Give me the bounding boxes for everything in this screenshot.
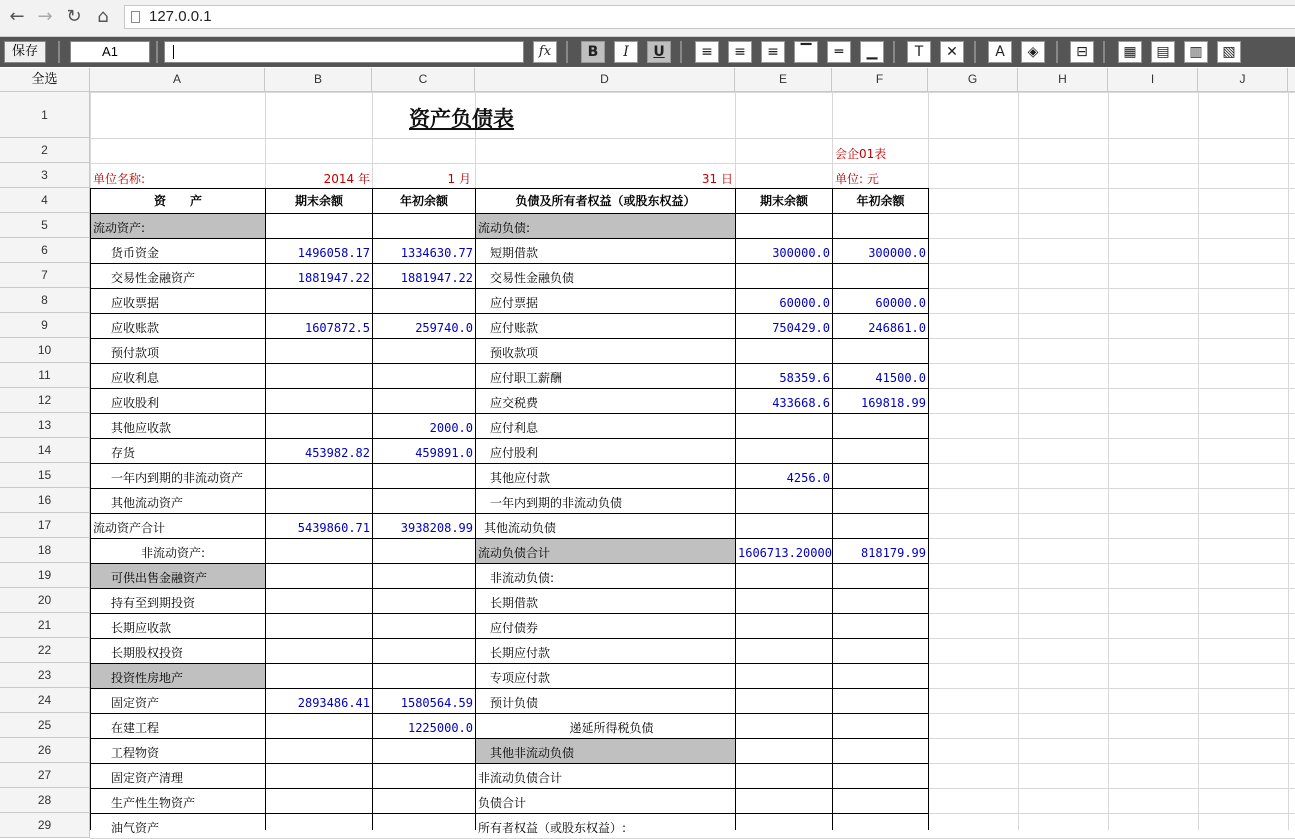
asset-begin-balance-cell[interactable] (373, 539, 475, 563)
liability-begin-balance-cell[interactable] (833, 764, 928, 788)
row-header-2[interactable]: 2 (0, 138, 90, 163)
table-border (735, 188, 736, 830)
align-left-button[interactable] (695, 41, 719, 63)
asset-begin-balance-cell[interactable] (373, 364, 475, 388)
liability-begin-balance-cell[interactable] (833, 614, 928, 638)
asset-item-cell[interactable]: 油气资产 (111, 821, 160, 835)
table-border (90, 263, 929, 264)
liability-end-balance-cell[interactable] (736, 739, 832, 763)
liability-item-cell[interactable]: 预计负债 (490, 696, 539, 710)
liability-end-balance-cell[interactable] (736, 439, 832, 463)
row-header-12[interactable]: 12 (0, 388, 90, 413)
liability-begin-balance-cell[interactable] (833, 789, 928, 813)
asset-item-cell[interactable]: 生产性生物资产 (111, 796, 196, 810)
liability-end-balance-cell[interactable] (736, 489, 832, 513)
asset-end-balance-cell[interactable] (266, 339, 372, 363)
row-header-18[interactable]: 18 (0, 538, 90, 563)
liability-item-cell[interactable]: 交易性金融负债 (490, 271, 575, 285)
toolbar-separator (1056, 41, 1058, 63)
row-header-4[interactable]: 4 (0, 188, 90, 213)
asset-begin-balance-cell[interactable] (373, 589, 475, 613)
merge-cells-button[interactable] (1070, 41, 1094, 63)
asset-begin-balance-cell[interactable]: 1881947.22 (400, 271, 473, 285)
align-right-button[interactable] (761, 41, 785, 63)
liability-begin-balance-cell[interactable] (833, 714, 928, 738)
align-center-icon: ≡ (734, 44, 746, 60)
liability-item-cell[interactable]: 其他非流动负债 (476, 739, 735, 763)
bold-button[interactable]: B (581, 41, 605, 63)
column-header-h[interactable]: H (1018, 68, 1108, 91)
valign-middle-button[interactable] (827, 41, 851, 63)
asset-begin-balance-cell[interactable]: 1580564.59 (400, 696, 473, 710)
header-assets[interactable]: 资 产 (153, 194, 202, 208)
asset-item-cell[interactable]: 长期股权投资 (111, 646, 184, 660)
row-header-27[interactable]: 27 (0, 763, 90, 788)
table-border (90, 388, 929, 389)
table-border (90, 188, 91, 830)
asset-end-balance-cell[interactable] (266, 714, 372, 738)
table-border (90, 213, 929, 214)
border-bottom-icon: ▧ (1222, 44, 1236, 60)
clear-icon: ✕ (946, 44, 958, 60)
asset-begin-balance-cell[interactable] (373, 289, 475, 313)
row-header-1[interactable]: 1 (0, 92, 90, 138)
asset-begin-balance-cell[interactable] (373, 739, 475, 763)
liability-begin-balance-cell[interactable] (833, 264, 928, 288)
table-border (90, 613, 929, 614)
asset-end-balance-cell[interactable] (266, 389, 372, 413)
row-header-17[interactable]: 17 (0, 513, 90, 538)
column-header-i[interactable]: I (1108, 68, 1198, 91)
grid-line (1108, 92, 1109, 830)
column-header-d[interactable]: D (475, 68, 735, 91)
asset-item-cell[interactable]: 货币资金 (111, 246, 160, 260)
liability-begin-balance-cell[interactable]: 169818.99 (860, 396, 926, 410)
asset-end-balance-cell[interactable]: 2893486.41 (297, 696, 370, 710)
asset-begin-balance-cell[interactable] (373, 464, 475, 488)
cell-reference-box[interactable]: A1 (70, 41, 150, 63)
liability-begin-balance-cell[interactable] (833, 814, 928, 838)
asset-begin-balance-cell[interactable] (373, 489, 475, 513)
asset-end-balance-cell[interactable] (266, 539, 372, 563)
liability-item-cell[interactable]: 非流动负债: (490, 571, 555, 585)
toolbar-separator (680, 41, 682, 63)
italic-button[interactable]: I (614, 41, 638, 63)
liability-item-cell[interactable]: 应交税费 (490, 396, 539, 410)
asset-item-cell[interactable]: 持有至到期投资 (111, 596, 196, 610)
liability-item-cell[interactable]: 应付票据 (490, 296, 539, 310)
row-header-23[interactable]: 23 (0, 663, 90, 688)
asset-begin-balance-cell[interactable] (373, 389, 475, 413)
row-header-11[interactable]: 11 (0, 363, 90, 388)
asset-begin-balance-cell[interactable] (373, 664, 475, 688)
table-border (90, 813, 929, 814)
row-header-13[interactable]: 13 (0, 413, 90, 438)
liability-end-balance-cell[interactable] (736, 664, 832, 688)
asset-item-cell[interactable]: 投资性房地产 (91, 664, 265, 688)
year-cell[interactable]: 2014 年 (323, 172, 370, 186)
asset-item-cell[interactable]: 其他应收款 (111, 421, 172, 435)
border-bottom-button[interactable] (1217, 41, 1241, 63)
column-header-j[interactable]: J (1198, 68, 1288, 91)
row-header-29[interactable]: 29 (0, 813, 90, 838)
liability-end-balance-cell[interactable] (736, 339, 832, 363)
header-begin-balance[interactable]: 年初余额 (399, 194, 448, 208)
row-header-19[interactable]: 19 (0, 563, 90, 588)
liability-begin-balance-cell[interactable] (833, 489, 928, 513)
liability-end-balance-cell[interactable] (736, 689, 832, 713)
font-color-icon: A (995, 44, 1005, 60)
liability-item-cell[interactable]: 所有者权益（或股东权益）: (478, 821, 627, 835)
liability-item-cell[interactable]: 流动负债合计 (476, 539, 735, 563)
toolbar-separator (566, 41, 568, 63)
clear-button[interactable] (940, 41, 964, 63)
border-all-icon: ▦ (1123, 44, 1137, 60)
header-liabilities[interactable]: 负债及所有者权益（或股东权益） (515, 194, 696, 208)
browser-bar (0, 0, 1295, 37)
asset-item-cell[interactable]: 存货 (111, 446, 136, 460)
valign-bottom-button[interactable] (860, 41, 884, 63)
liability-item-cell[interactable]: 应付债券 (490, 621, 539, 635)
border-top-button[interactable] (1151, 41, 1175, 63)
merge-cells-icon: ⊟ (1076, 44, 1088, 60)
liability-item-cell[interactable]: 负债合计 (478, 796, 527, 810)
column-header-row (0, 68, 1295, 92)
table-border (90, 438, 929, 439)
asset-end-balance-cell[interactable] (266, 289, 372, 313)
asset-begin-balance-cell[interactable] (373, 339, 475, 363)
liability-begin-balance-cell[interactable] (833, 664, 928, 688)
liability-end-balance-cell[interactable]: 4256.0 (786, 471, 830, 485)
asset-item-cell[interactable]: 工程物资 (111, 746, 160, 760)
liability-begin-balance-cell[interactable] (833, 739, 928, 763)
column-header-f[interactable]: F (832, 68, 928, 91)
column-header-c[interactable]: C (372, 68, 475, 91)
asset-begin-balance-cell[interactable]: 459891.0 (415, 446, 473, 460)
header-end-balance-2[interactable]: 期末余额 (759, 194, 808, 208)
liability-item-cell[interactable]: 其他流动负债 (484, 521, 557, 535)
asset-end-balance-cell[interactable] (266, 664, 372, 688)
asset-end-balance-cell[interactable] (266, 739, 372, 763)
row-header-22[interactable]: 22 (0, 638, 90, 663)
asset-item-cell[interactable]: 固定资产清理 (111, 771, 184, 785)
table-border (90, 688, 929, 689)
save-button[interactable]: 保存 (4, 41, 46, 63)
liability-item-cell[interactable]: 应付利息 (490, 421, 539, 435)
liability-begin-balance-cell[interactable]: 60000.0 (875, 296, 926, 310)
grid-line (90, 138, 1295, 139)
liability-end-balance-cell[interactable]: 1606713.20000 (738, 546, 832, 560)
toolbar-separator (893, 41, 895, 63)
liability-begin-balance-cell[interactable] (833, 339, 928, 363)
row-header-25[interactable]: 25 (0, 713, 90, 738)
text-caret (173, 45, 174, 59)
asset-item-cell[interactable]: 应收利息 (111, 371, 160, 385)
table-border (90, 588, 929, 589)
border-top-icon: ▤ (1156, 44, 1170, 60)
asset-begin-balance-cell[interactable]: 1334630.77 (400, 246, 473, 260)
asset-item-cell[interactable]: 在建工程 (111, 721, 160, 735)
table-border (90, 363, 929, 364)
liability-item-cell[interactable]: 应付账款 (490, 321, 539, 335)
table-border (90, 413, 929, 414)
liability-begin-balance-cell[interactable]: 41500.0 (875, 371, 926, 385)
valign-top-icon: ▔ (800, 44, 812, 60)
border-inner-icon: ▥ (1189, 44, 1203, 60)
liability-end-balance-cell[interactable] (736, 714, 832, 738)
liability-item-cell[interactable]: 应付股利 (490, 446, 539, 460)
row-header-8[interactable]: 8 (0, 288, 90, 313)
forward-arrow-icon[interactable]: → (37, 6, 53, 27)
valign-middle-icon: ═ (834, 44, 844, 60)
month-cell[interactable]: 1 月 (447, 172, 471, 186)
liability-item-cell[interactable]: 专项应付款 (490, 671, 551, 685)
table-border (90, 463, 929, 464)
underline-button[interactable]: U (647, 41, 671, 63)
liability-item-cell[interactable]: 短期借款 (490, 246, 539, 260)
url-text: 127.0.0.1 (149, 8, 212, 25)
row-header-7[interactable]: 7 (0, 263, 90, 288)
asset-item-cell[interactable]: 可供出售金融资产 (91, 564, 265, 588)
row-header-28[interactable]: 28 (0, 788, 90, 813)
formula-input[interactable] (164, 41, 524, 63)
liability-item-cell[interactable]: 长期借款 (490, 596, 539, 610)
address-bar[interactable] (124, 5, 1295, 29)
liability-end-balance-cell[interactable] (736, 614, 832, 638)
liability-end-balance-cell[interactable]: 433668.6 (772, 396, 830, 410)
day-cell[interactable]: 31 日 (701, 172, 733, 186)
font-color-button[interactable] (988, 41, 1012, 63)
function-button[interactable]: fx (533, 41, 557, 63)
table-border (90, 738, 929, 739)
toolbar-separator (58, 41, 60, 63)
asset-item-cell[interactable]: 固定资产 (111, 696, 160, 710)
liability-end-balance-cell[interactable] (736, 514, 832, 538)
grid-line (1198, 92, 1199, 830)
liability-end-balance-cell[interactable]: 750429.0 (772, 321, 830, 335)
header-begin-balance-2[interactable]: 年初余额 (856, 194, 905, 208)
column-header-a[interactable]: A (90, 68, 265, 91)
asset-begin-balance-cell[interactable] (373, 564, 475, 588)
back-arrow-icon[interactable]: ← (9, 6, 25, 27)
asset-begin-balance-cell[interactable] (373, 639, 475, 663)
column-header-b[interactable]: B (265, 68, 372, 91)
asset-end-balance-cell[interactable] (266, 414, 372, 438)
asset-item-cell[interactable]: 预付款项 (111, 346, 160, 360)
liability-begin-balance-cell[interactable]: 300000.0 (868, 246, 926, 260)
border-all-button[interactable] (1118, 41, 1142, 63)
row-header-16[interactable]: 16 (0, 488, 90, 513)
asset-end-balance-cell[interactable]: 1607872.5 (304, 321, 370, 335)
asset-end-balance-cell[interactable] (266, 489, 372, 513)
table-border (90, 488, 929, 489)
liability-item-cell[interactable]: 应付职工薪酬 (490, 371, 563, 385)
column-header-e[interactable]: E (735, 68, 832, 91)
liability-begin-balance-cell[interactable] (833, 589, 928, 613)
liability-begin-balance-cell[interactable] (833, 689, 928, 713)
table-border (90, 188, 929, 189)
grid-line (1288, 92, 1289, 830)
table-border (832, 188, 833, 830)
asset-end-balance-cell[interactable]: 453982.82 (304, 446, 370, 460)
asset-item-cell[interactable]: 应收账款 (111, 321, 160, 335)
table-border (90, 338, 929, 339)
row-header-14[interactable]: 14 (0, 438, 90, 463)
asset-end-balance-cell[interactable] (266, 764, 372, 788)
page-icon (131, 11, 140, 23)
asset-end-balance-cell[interactable]: 5439860.71 (297, 521, 370, 535)
asset-begin-balance-cell[interactable]: 1225000.0 (407, 721, 473, 735)
grid-line (1018, 92, 1019, 830)
spreadsheet-toolbar (0, 37, 1295, 67)
toolbar-separator (1103, 41, 1105, 63)
liability-begin-balance-cell[interactable] (833, 639, 928, 663)
valign-top-button[interactable] (794, 41, 818, 63)
asset-end-balance-cell[interactable] (266, 214, 372, 238)
align-right-icon: ≡ (767, 44, 779, 60)
asset-item-cell[interactable]: 交易性金融资产 (111, 271, 196, 285)
asset-end-balance-cell[interactable] (266, 639, 372, 663)
asset-item-cell[interactable]: 应收票据 (111, 296, 160, 310)
clear-format-button[interactable] (907, 41, 931, 63)
row-header-21[interactable]: 21 (0, 613, 90, 638)
row-header-6[interactable]: 6 (0, 238, 90, 263)
asset-item-cell[interactable]: 非流动资产: (141, 546, 206, 560)
table-border (372, 188, 373, 830)
liability-item-cell[interactable]: 一年内到期的非流动负债 (490, 496, 623, 510)
clear-format-icon: T (914, 44, 924, 60)
liability-end-balance-cell[interactable] (736, 639, 832, 663)
table-border (928, 188, 929, 830)
liability-end-balance-cell[interactable] (736, 789, 832, 813)
row-header-24[interactable]: 24 (0, 688, 90, 713)
liability-item-cell[interactable]: 非流动负债合计 (478, 771, 563, 785)
table-border (90, 238, 929, 239)
liability-end-balance-cell[interactable]: 60000.0 (779, 296, 830, 310)
asset-begin-balance-cell[interactable] (373, 614, 475, 638)
table-border (90, 788, 929, 789)
asset-begin-balance-cell[interactable] (373, 764, 475, 788)
asset-end-balance-cell[interactable] (266, 614, 372, 638)
table-border (475, 188, 476, 830)
asset-begin-balance-cell[interactable] (373, 214, 475, 238)
liability-item-cell[interactable]: 预收款项 (490, 346, 539, 360)
table-border (90, 563, 929, 564)
align-left-icon: ≡ (701, 44, 713, 60)
liability-end-balance-cell[interactable] (736, 264, 832, 288)
asset-end-balance-cell[interactable] (266, 364, 372, 388)
liability-begin-balance-cell[interactable] (833, 439, 928, 463)
liability-item-cell[interactable]: 流动负债: (476, 214, 735, 238)
table-border (90, 538, 929, 539)
liability-end-balance-cell[interactable]: 300000.0 (772, 246, 830, 260)
row-header-15[interactable]: 15 (0, 463, 90, 488)
asset-end-balance-cell[interactable] (266, 589, 372, 613)
asset-item-cell[interactable]: 长期应收款 (111, 621, 172, 635)
table-border (90, 513, 929, 514)
liability-end-balance-cell[interactable] (736, 214, 832, 238)
sheet-title[interactable]: 资产负债表 (409, 107, 514, 131)
liability-begin-balance-cell[interactable] (833, 514, 928, 538)
align-center-button[interactable] (728, 41, 752, 63)
column-header-g[interactable]: G (928, 68, 1018, 91)
fill-color-icon: ◈ (1027, 44, 1039, 60)
liability-begin-balance-cell[interactable] (833, 564, 928, 588)
fill-color-button[interactable] (1021, 41, 1045, 63)
border-inner-button[interactable] (1184, 41, 1208, 63)
header-end-balance[interactable]: 期末余额 (294, 194, 343, 208)
asset-item-cell[interactable]: 流动资产: (91, 214, 265, 238)
liability-begin-balance-cell[interactable] (833, 214, 928, 238)
liability-end-balance-cell[interactable] (736, 764, 832, 788)
asset-end-balance-cell[interactable] (266, 564, 372, 588)
liability-begin-balance-cell[interactable] (833, 464, 928, 488)
table-border (90, 288, 929, 289)
asset-item-cell[interactable]: 一年内到期的非流动资产 (111, 471, 244, 485)
table-border (90, 763, 929, 764)
unit-name-label[interactable]: 单位名称: (93, 172, 146, 186)
asset-begin-balance-cell[interactable]: 3938208.99 (400, 521, 473, 535)
table-border (90, 663, 929, 664)
liability-end-balance-cell[interactable] (736, 564, 832, 588)
form-code[interactable]: 会企01表 (835, 147, 887, 161)
table-border (90, 313, 929, 314)
asset-end-balance-cell[interactable] (266, 789, 372, 813)
unit-label[interactable]: 单位: 元 (835, 172, 879, 186)
liability-item-cell[interactable]: 其他应付款 (490, 471, 551, 485)
row-header-20[interactable]: 20 (0, 588, 90, 613)
asset-end-balance-cell[interactable] (266, 814, 372, 838)
asset-begin-balance-cell[interactable] (373, 814, 475, 838)
liability-begin-balance-cell[interactable] (833, 414, 928, 438)
asset-begin-balance-cell[interactable]: 2000.0 (429, 421, 473, 435)
table-border (90, 638, 929, 639)
table-border (90, 713, 929, 714)
liability-begin-balance-cell[interactable]: 246861.0 (868, 321, 926, 335)
reload-icon[interactable]: ↻ (66, 6, 82, 27)
home-icon[interactable]: ⌂ (97, 6, 109, 27)
asset-item-cell[interactable]: 流动资产合计 (93, 521, 166, 535)
asset-begin-balance-cell[interactable]: 259740.0 (415, 321, 473, 335)
asset-item-cell[interactable]: 应收股利 (111, 396, 160, 410)
liability-item-cell[interactable]: 递延所得税负债 (569, 721, 654, 735)
toolbar-separator (156, 41, 158, 63)
liability-begin-balance-cell[interactable]: 818179.99 (860, 546, 926, 560)
row-header-10[interactable]: 10 (0, 338, 90, 363)
liability-end-balance-cell[interactable] (736, 414, 832, 438)
liability-item-cell[interactable]: 长期应付款 (490, 646, 551, 660)
row-header-9[interactable]: 9 (0, 313, 90, 338)
asset-begin-balance-cell[interactable] (373, 789, 475, 813)
liability-end-balance-cell[interactable]: 58359.6 (779, 371, 830, 385)
select-all-button[interactable]: 全选 (0, 68, 90, 91)
liability-end-balance-cell[interactable] (736, 589, 832, 613)
table-border (265, 188, 266, 830)
asset-end-balance-cell[interactable]: 1496058.17 (297, 246, 370, 260)
liability-end-balance-cell[interactable] (736, 814, 832, 838)
asset-item-cell[interactable]: 其他流动资产 (111, 496, 184, 510)
asset-end-balance-cell[interactable]: 1881947.22 (297, 271, 370, 285)
asset-end-balance-cell[interactable] (266, 464, 372, 488)
toolbar-separator (974, 41, 976, 63)
row-header-5[interactable]: 5 (0, 213, 90, 238)
row-header-26[interactable]: 26 (0, 738, 90, 763)
row-header-3[interactable]: 3 (0, 163, 90, 188)
valign-bottom-icon: ▁ (866, 44, 878, 60)
